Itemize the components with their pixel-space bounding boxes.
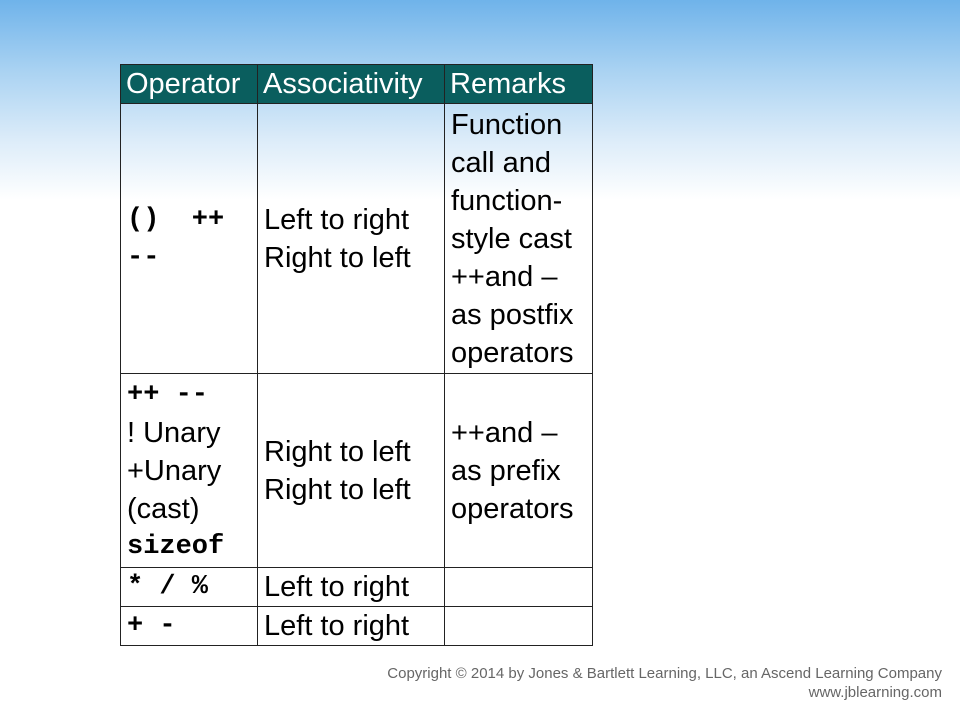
associativity-text: Left to right xyxy=(264,203,410,236)
remarks-cell xyxy=(445,374,593,568)
associativity-cell xyxy=(258,568,445,607)
operator-text: (cast) xyxy=(127,492,200,525)
operator-cell xyxy=(121,568,258,607)
remarks-text: Function xyxy=(451,108,563,141)
remarks-text: ++and – xyxy=(451,260,558,293)
header-row xyxy=(121,65,593,104)
operator-precedence-table xyxy=(120,64,593,646)
remarks-cell xyxy=(445,568,593,607)
operator-text: * / % xyxy=(127,572,209,602)
header-remarks: Remarks xyxy=(445,65,593,104)
remarks-text: call and xyxy=(451,146,551,179)
operator-text: () ++ xyxy=(127,204,225,235)
header-operator: Operator xyxy=(121,65,258,104)
table-row xyxy=(121,374,593,568)
associativity-text: Right to left xyxy=(264,435,411,468)
operator-text: ++ -- xyxy=(127,379,209,410)
copyright-text: Copyright © 2014 by Jones & Bartlett Learning, LLC, an Ascend Learning Company xyxy=(387,665,942,682)
associativity-text: Right to left xyxy=(264,241,411,274)
remarks-text: ++and – xyxy=(451,416,558,449)
footer-url: www.jblearning.com xyxy=(808,684,942,701)
remarks-text: style cast xyxy=(451,222,572,255)
remarks-cell xyxy=(445,104,593,374)
copyright-footer xyxy=(387,664,942,702)
table-row xyxy=(121,607,593,646)
operator-text: + - xyxy=(127,611,176,641)
remarks-text: operators xyxy=(451,492,574,525)
table-row xyxy=(121,104,593,374)
header-associativity: Associativity xyxy=(258,65,445,104)
associativity-text: Left to right xyxy=(264,610,410,642)
remarks-text: operators xyxy=(451,336,574,369)
table-row xyxy=(121,568,593,607)
operator-text: -- xyxy=(127,242,160,273)
remarks-cell xyxy=(445,607,593,646)
operator-text: +Unary xyxy=(127,454,222,487)
remarks-text: function- xyxy=(451,184,563,217)
operator-text: sizeof xyxy=(127,531,225,562)
operator-cell xyxy=(121,104,258,374)
associativity-cell xyxy=(258,607,445,646)
associativity-text: Left to right xyxy=(264,571,410,603)
operator-cell xyxy=(121,374,258,568)
operator-cell xyxy=(121,607,258,646)
remarks-text: as prefix xyxy=(451,454,561,487)
operator-text: ! Unary xyxy=(127,416,221,449)
associativity-text: Right to left xyxy=(264,473,411,506)
remarks-text: as postfix xyxy=(451,298,574,331)
associativity-cell xyxy=(258,374,445,568)
associativity-cell xyxy=(258,104,445,374)
